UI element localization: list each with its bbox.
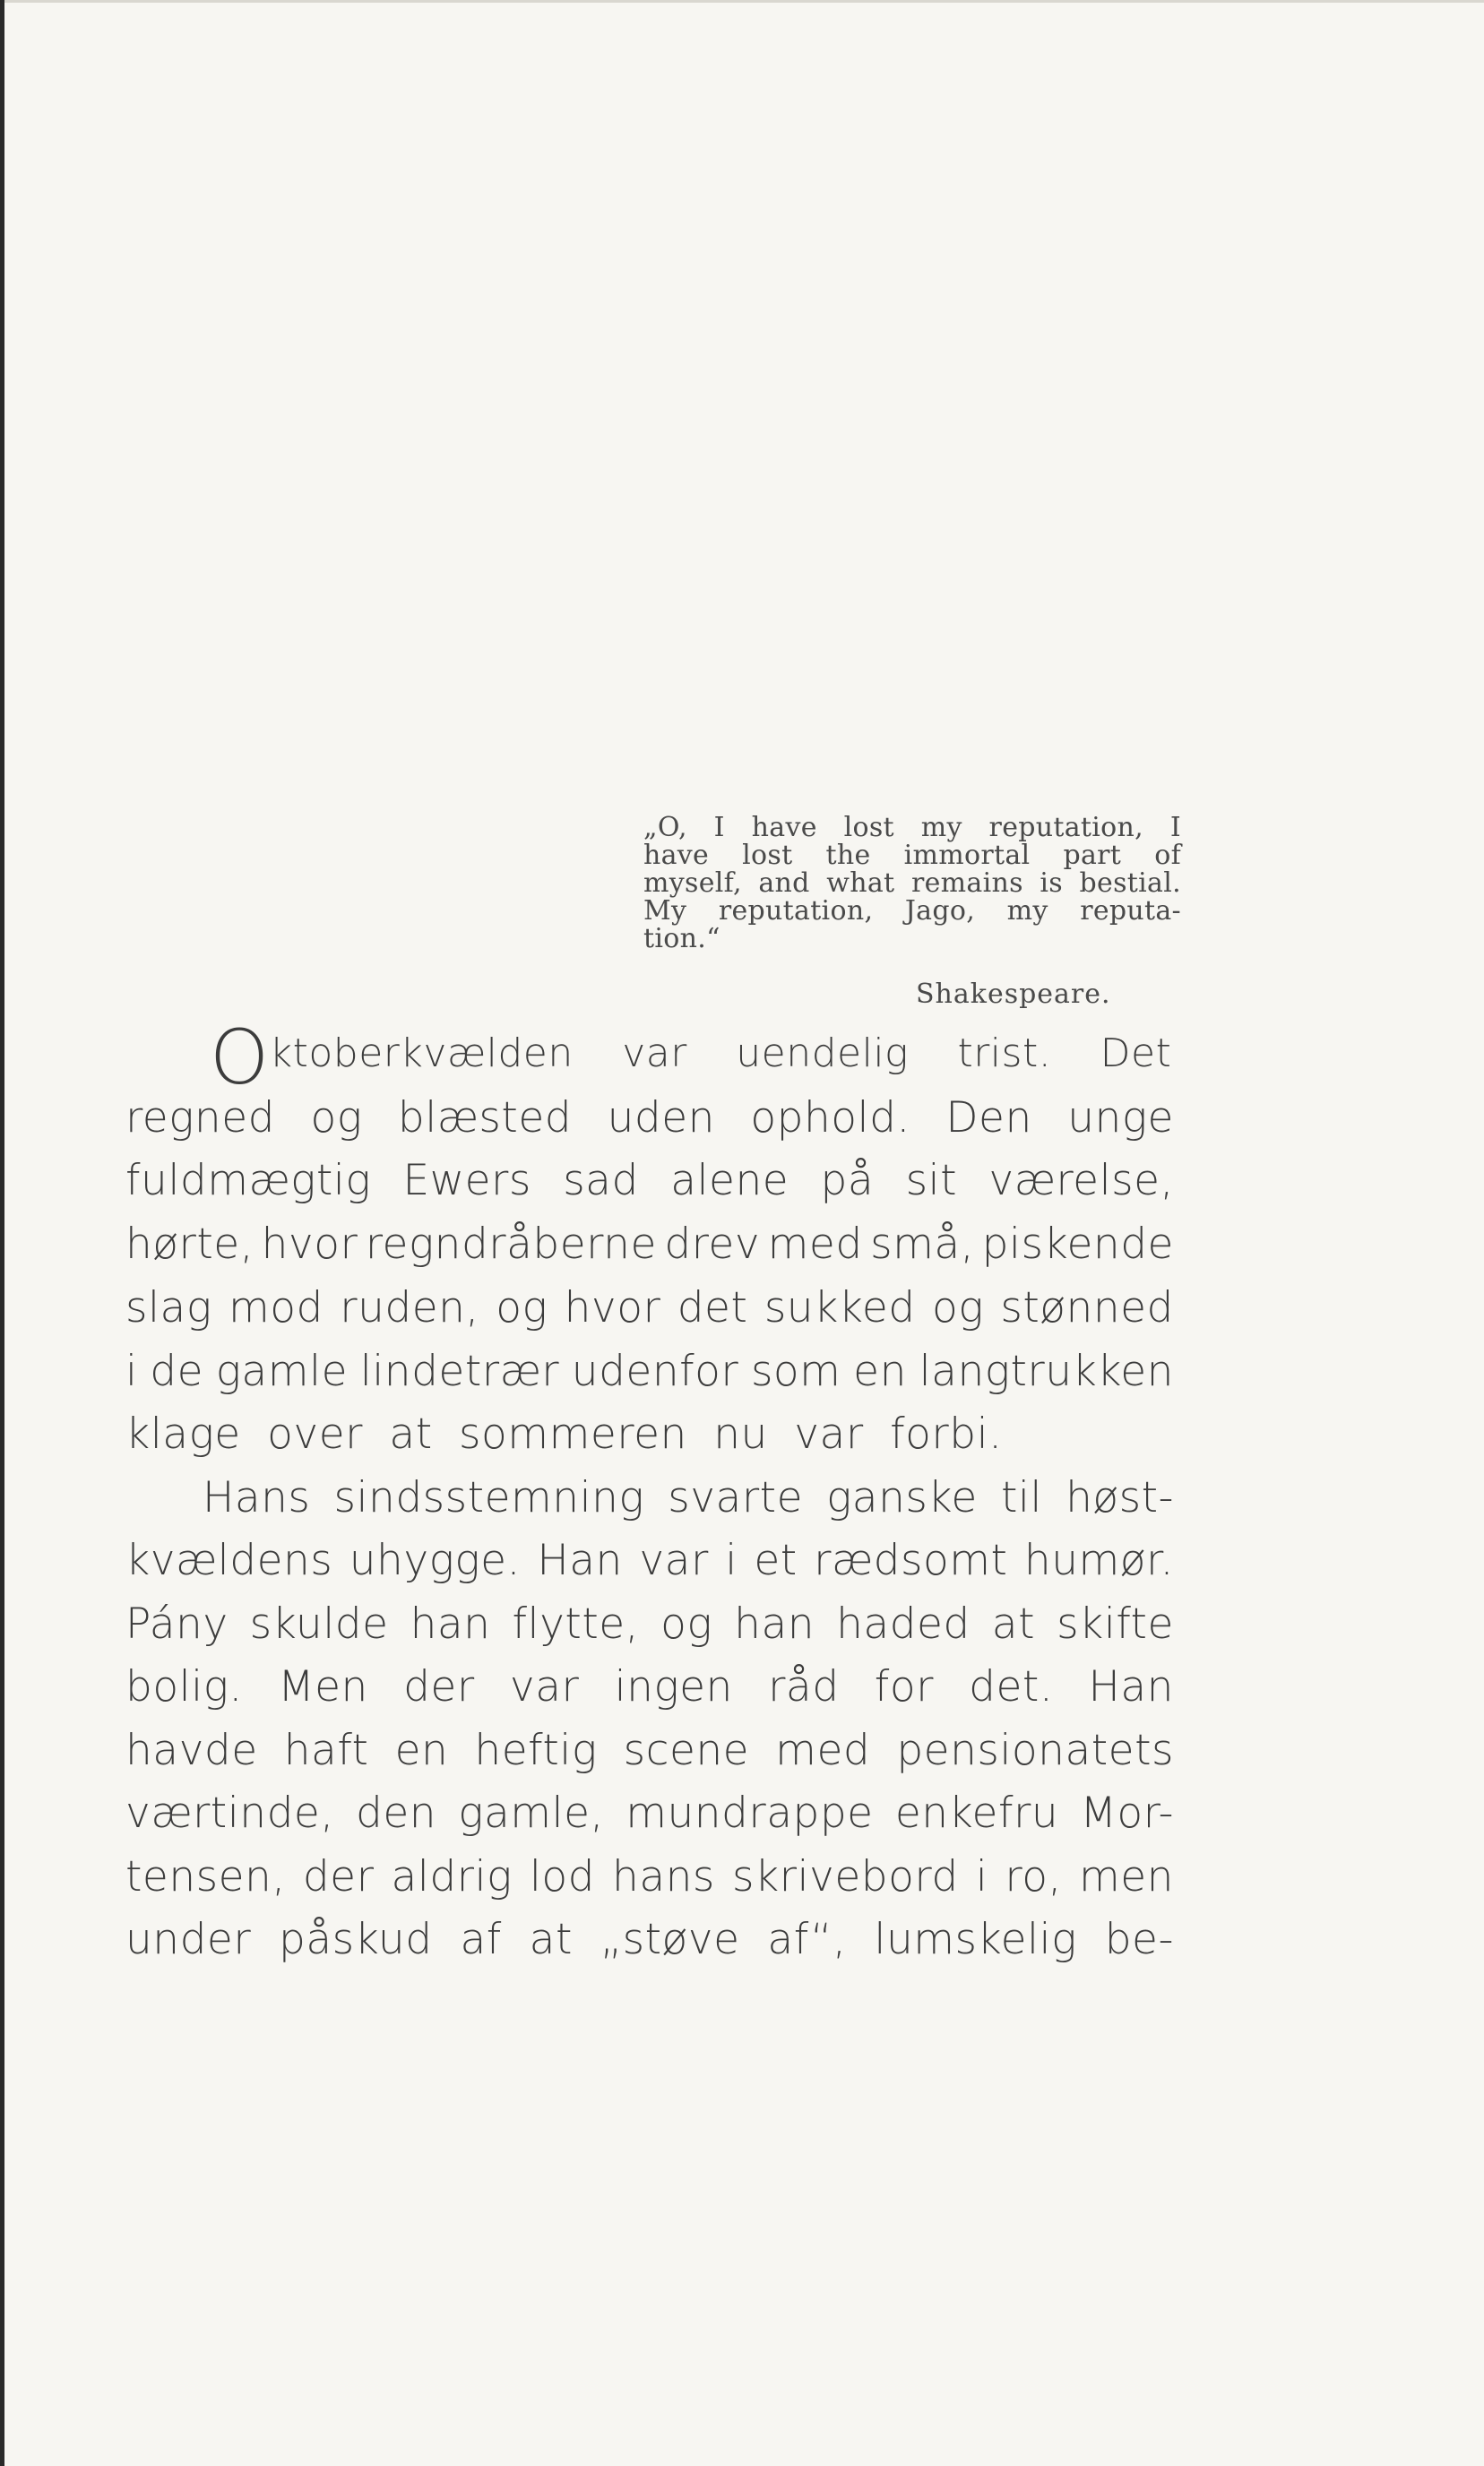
epigraph-line-5: tion.“: [643, 923, 720, 954]
body-line-7: klage over at sommeren nu var forbi.: [125, 1410, 1003, 1459]
epigraph-line-1: „O, I have lost my reputation, I: [643, 812, 1181, 843]
body-line-4: hørte, hvor regndråberne drev med små, piskende: [125, 1220, 1174, 1269]
body-line-14: tensen, der aldrig lod hans skrivebord i ro, men: [125, 1852, 1174, 1901]
body-line-1-text: ktoberkvælden var uendelig trist. Det: [269, 1030, 1172, 1076]
body-line-13: værtinde, den gamle, mundrappe enkefru Mor-: [125, 1789, 1174, 1838]
body-line-3: fuldmægtig Ewers sad alene på sit værelse,: [125, 1156, 1174, 1205]
page-left-edge: [0, 0, 4, 2466]
epigraph-quote: [643, 814, 1181, 953]
body-line-5: slag mod ruden, og hvor det sukked og stønned: [125, 1283, 1174, 1332]
body-line-1: [125, 1013, 1174, 1101]
body-line-10: Pány skulde han flytte, og han haded at skifte: [125, 1599, 1174, 1649]
body-line-11: bolig. Men der var ingen råd for det. Han: [125, 1662, 1174, 1712]
epigraph-attribution: Shakespeare.: [916, 979, 1111, 1010]
body-line-9: kvældens uhygge. Han var i et rædsomt humør.: [125, 1536, 1174, 1585]
body-line-8: Hans sindsstemning svarte ganske til høst-: [203, 1473, 1174, 1522]
body-line-2: regned og blæsted uden ophold. Den unge: [125, 1093, 1174, 1142]
body-line-6: i de gamle lindetrær udenfor som en langtrukken: [125, 1347, 1174, 1396]
body-line-12: havde haft en heftig scene med pensionatets: [125, 1726, 1174, 1775]
epigraph-line-3: myself, and what remains is bestial.: [643, 867, 1181, 899]
page-top-edge: [0, 0, 1484, 3]
drop-cap-letter: O: [210, 1013, 270, 1101]
epigraph-line-2: have lost the immortal part of: [643, 840, 1181, 871]
epigraph-line-4: My reputation, Jago, my reputa-: [643, 895, 1181, 927]
body-line-15: under påskud af at „støve af“, lumskelig be-: [125, 1915, 1174, 1964]
